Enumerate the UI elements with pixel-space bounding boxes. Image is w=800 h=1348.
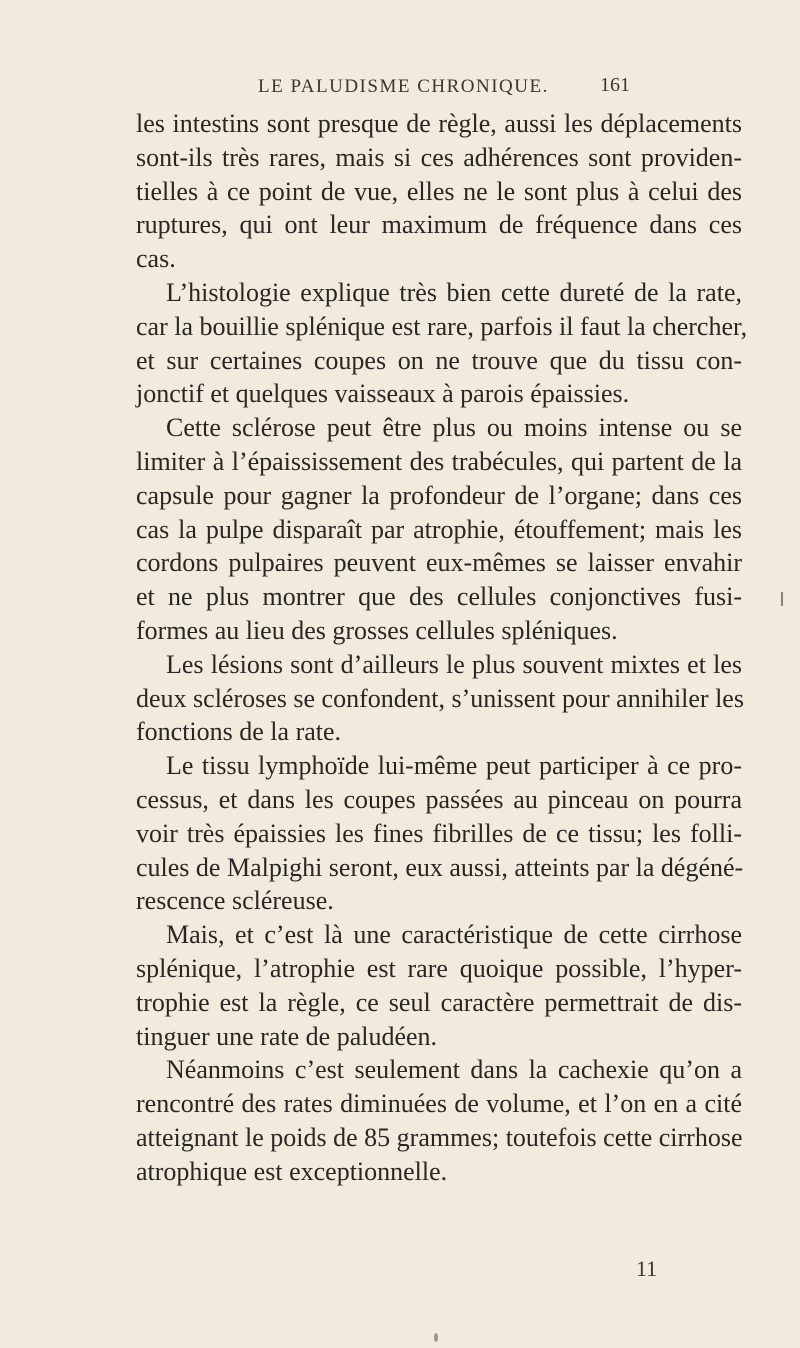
text-line: rencontré des rates diminuées de volume, et l’on en a cité: [136, 1089, 742, 1119]
text-line: les intestins sont presque de règle, aussi les déplacements: [136, 109, 742, 138]
text-line: atteignant le poids de 85 grammes; toutefois cette cirrhose: [136, 1122, 743, 1152]
text-line: formes au lieu des grosses cellules spléniques.: [136, 615, 618, 645]
text-line: cules de Malpighi seront, eux aussi, atteints par la dégéné-: [136, 852, 744, 882]
text-line: cordons pulpaires peuvent eux-mêmes se laisser envahir: [136, 548, 742, 578]
text-line: rescence scléreuse.: [136, 886, 334, 916]
text-line: fonctions de la rate.: [136, 717, 342, 747]
text-line: L’histologie explique très bien cette dureté de la rate,: [166, 277, 742, 307]
text-line: atrophique est exceptionnelle.: [136, 1156, 448, 1186]
text-line: jonctif et quelques vaisseaux à parois épaissies.: [136, 379, 630, 409]
text-line: Néanmoins c’est seulement dans la cachexie qu’on a: [166, 1055, 742, 1085]
text-line: deux scléroses se confondent, s’unissent pour annihiler les: [136, 683, 744, 713]
text-line: et sur certaines coupes on ne trouve que du tissu con-: [136, 345, 742, 375]
text-line: Cette sclérose peut être plus ou moins intense ou se: [166, 413, 742, 443]
text-line: tinguer une rate de paludéen.: [136, 1021, 438, 1051]
text-line: sont-ils très rares, mais si ces adhérences sont providen-: [136, 142, 742, 172]
text-line: capsule pour gagner la profondeur de l’organe; dans ces: [136, 480, 742, 510]
text-line: Les lésions sont d’ailleurs le plus souvent mixtes et les: [166, 649, 742, 679]
page-number: 161: [600, 74, 630, 96]
text-line: limiter à l’épaississement des trabécules, qui partent de la: [136, 446, 742, 476]
paper-speck: [781, 592, 783, 606]
paper-speck: [434, 1333, 438, 1342]
text-line: Mais, et c’est là une caractéristique de cette cirrhose: [166, 920, 742, 950]
text-line: cas la pulpe disparaît par atrophie, étouffement; mais les: [136, 514, 742, 544]
text-line: cessus, et dans les coupes passées au pinceau on pourra: [136, 784, 742, 814]
text-line: tielles à ce point de vue, elles ne le sont plus à celui des: [136, 176, 742, 206]
running-head: LE PALUDISME CHRONIQUE.: [258, 76, 549, 97]
text-line: car la bouillie splénique est rare, parfois il faut la chercher,: [136, 311, 748, 341]
body-text: [136, 107, 748, 1189]
signature-mark: 11: [636, 1256, 658, 1281]
text-line: cas.: [136, 244, 176, 274]
text-line: ruptures, qui ont leur maximum de fréquence dans ces: [136, 210, 742, 240]
text-line: splénique, l’atrophie est rare quoique possible, l’hyper-: [136, 953, 742, 983]
text-line: trophie est la règle, ce seul caractère permettrait de dis-: [136, 987, 742, 1017]
text-line: et ne plus montrer que des cellules conjonctives fusi-: [136, 582, 742, 612]
text-line: Le tissu lymphoïde lui-même peut participer à ce pro-: [166, 751, 742, 781]
text-line: voir très épaissies les fines fibrilles de ce tissu; les folli-: [136, 818, 742, 848]
